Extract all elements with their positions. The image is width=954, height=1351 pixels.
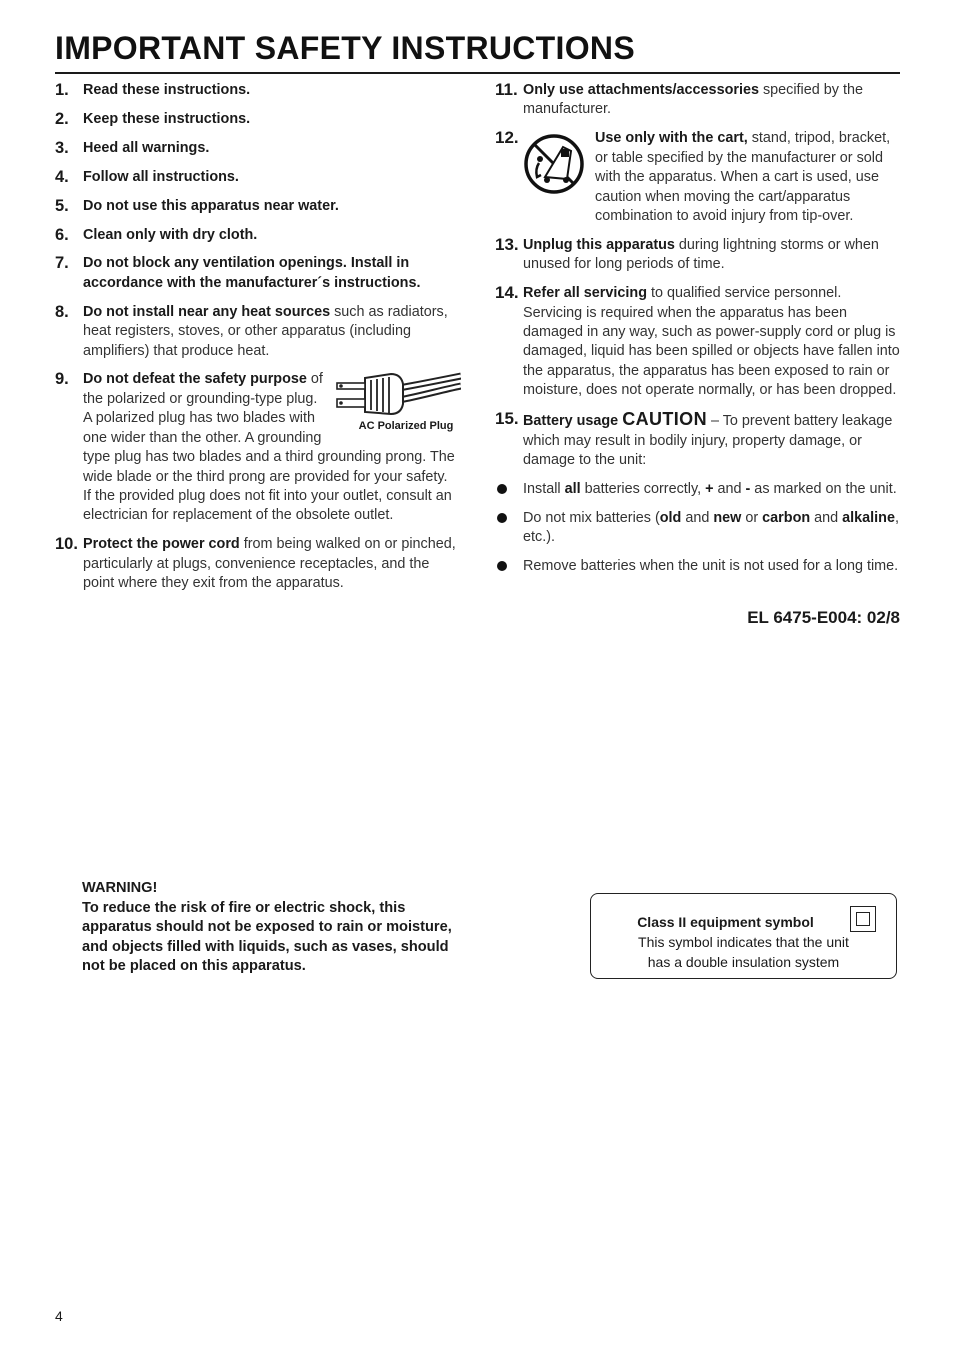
instruction-11	[495, 81, 900, 120]
item-number: 9.	[55, 370, 69, 389]
item-lead: Battery usage	[523, 413, 619, 430]
bullet-text: batteries correctly,	[580, 480, 706, 497]
item-number: 5.	[55, 196, 69, 215]
item-text: such as radiators, heat registers, stoves, or other apparatus (including amplifiers) that produce heat.	[83, 303, 448, 359]
item-text: – To prevent battery leakage which may result in bodily injury, property damage, or damage to the unit:	[523, 413, 893, 468]
warning-body: To reduce the risk of fire or electric shock, this apparatus should not be exposed to rain or moisture, and objects filled with liquids, such as vases, should not be placed on this apparatus.	[82, 899, 452, 974]
item-number: 11.	[495, 80, 518, 99]
warning-block	[82, 879, 452, 977]
item-lead: Protect the power cord	[83, 536, 240, 553]
instruction-7	[55, 254, 459, 293]
instruction-4	[55, 168, 459, 187]
item-lead: Do not defeat the safety purpose	[83, 371, 307, 388]
class-ii-description: This symbol indicates that the unit has a double insulation system	[638, 934, 849, 970]
bullet-dot	[497, 513, 507, 523]
instruction-12	[495, 129, 900, 226]
item-text: stand, tripod, bracket, or table specified by the manufacturer or sold with the apparatus. When a cart is used, use caution when moving the cart/apparatus combination to avoid injury from tip-over.	[595, 130, 891, 224]
bullet-text: and	[713, 480, 746, 497]
battery-bullet-2	[495, 509, 900, 548]
item-lead: Do not use this apparatus near water.	[83, 197, 339, 214]
instruction-15	[495, 410, 900, 470]
bullet-text: or	[741, 509, 763, 526]
bullet-text: as marked on the unit.	[750, 480, 897, 497]
plug-caption: AC Polarized Plug	[358, 419, 454, 432]
bullet-dot	[497, 561, 507, 571]
bullet-text: Remove batteries when the unit is not used for a long time.	[523, 558, 899, 575]
item-text: during lightning storms or when unused for long periods of time.	[523, 236, 879, 273]
item-number: 13.	[495, 234, 519, 254]
class-ii-symbol-box	[590, 893, 897, 979]
bullet-text: , etc.).	[523, 509, 899, 546]
class-ii-title: Class II equipment symbol	[637, 914, 814, 930]
item-lead: Keep these instructions.	[83, 110, 251, 127]
item-number: 12.	[495, 128, 519, 148]
item-lead: Heed all warnings.	[83, 139, 210, 156]
page-number: 4	[55, 1308, 63, 1324]
double-square-icon	[850, 906, 876, 932]
item-number: 1.	[55, 81, 69, 99]
item-text: specified by the manufacturer.	[523, 82, 863, 118]
instruction-3	[55, 139, 459, 158]
document-code: EL 6475-E004: 02/8	[747, 608, 900, 627]
item-text: to qualified service personnel. Servicing is required when the apparatus has been damaged in any way, such as power-supply cord or plug is damaged, liquid has been spilled or objects have fallen into the apparatus, the apparatus has been exposed to rain or moisture, does not operate normally, or has been dropped.	[523, 285, 900, 399]
bullet-bold: -	[745, 480, 751, 497]
warning-heading: WARNING!	[82, 880, 158, 896]
bullet-bold: new	[713, 509, 742, 526]
ac-plug-figure	[331, 366, 461, 436]
instruction-1	[55, 81, 459, 100]
item-number: 2.	[55, 109, 69, 128]
cart-tip-over-icon	[523, 133, 585, 195]
ac-plug-icon	[331, 366, 461, 422]
bullet-text: Do not mix batteries (	[523, 509, 660, 526]
bullet-bold: +	[705, 480, 714, 497]
left-column	[55, 81, 459, 603]
bullet-text: and	[681, 509, 714, 526]
instruction-13	[495, 236, 900, 275]
item-number: 3.	[55, 138, 69, 157]
item-lead: Do not install near any heat sources	[83, 303, 331, 320]
bullet-text: and	[810, 509, 843, 526]
item-lead: Use only with the cart,	[595, 130, 748, 147]
instruction-2	[55, 110, 459, 129]
item-number: 6.	[55, 225, 69, 244]
item-lead: Follow all instructions.	[83, 168, 239, 185]
item-lead: Unplug this apparatus	[523, 236, 675, 253]
right-column	[495, 81, 900, 586]
instruction-9	[55, 370, 459, 525]
instruction-8	[55, 303, 459, 361]
instruction-5	[55, 197, 459, 216]
item-number: 8.	[55, 302, 69, 321]
item-number: 10.	[55, 535, 78, 554]
page-title: IMPORTANT SAFETY INSTRUCTIONS	[55, 26, 900, 74]
item-number: 14.	[495, 283, 519, 303]
instruction-14	[495, 284, 900, 400]
item-lead: Do not block any ventilation openings. Install in accordance with the manufacturer´s instructions.	[83, 255, 421, 291]
bullet-bold: alkaline	[842, 509, 895, 526]
item-number: 4.	[55, 167, 69, 186]
bullet-bold: all	[564, 480, 581, 497]
bullet-bold: old	[659, 509, 682, 526]
item-lead: Refer all servicing	[523, 285, 647, 302]
caution-label: CAUTION	[622, 409, 707, 430]
item-lead: Read these instructions.	[83, 82, 251, 98]
instruction-6	[55, 226, 459, 245]
item-lead: Only use attachments/accessories	[523, 82, 759, 98]
battery-bullet-3	[495, 557, 900, 576]
item-lead: Clean only with dry cloth.	[83, 226, 258, 243]
bullet-bold: carbon	[762, 509, 811, 526]
item-text: of the polarized or grounding-type plug. A polarized plug has two blades with one wider than the other. A grounding type plug has two blades and a third grounding prong. The wide blade or the third prong are provided for your safety. If the provided plug does not fit into your outlet, consult an electrician for replacement of the obsolete outlet.	[83, 371, 455, 524]
cart-warning-block	[523, 129, 900, 226]
battery-bullet-1	[495, 480, 900, 499]
item-number: 7.	[55, 254, 69, 273]
item-text: from being walked on or pinched, particularly at plugs, convenience receptacles, and the point where they exit from the apparatus.	[83, 536, 456, 592]
item-number: 15.	[495, 409, 519, 429]
bullet-dot	[497, 484, 507, 494]
bullet-text: Install	[523, 480, 565, 497]
instruction-10	[55, 535, 459, 593]
